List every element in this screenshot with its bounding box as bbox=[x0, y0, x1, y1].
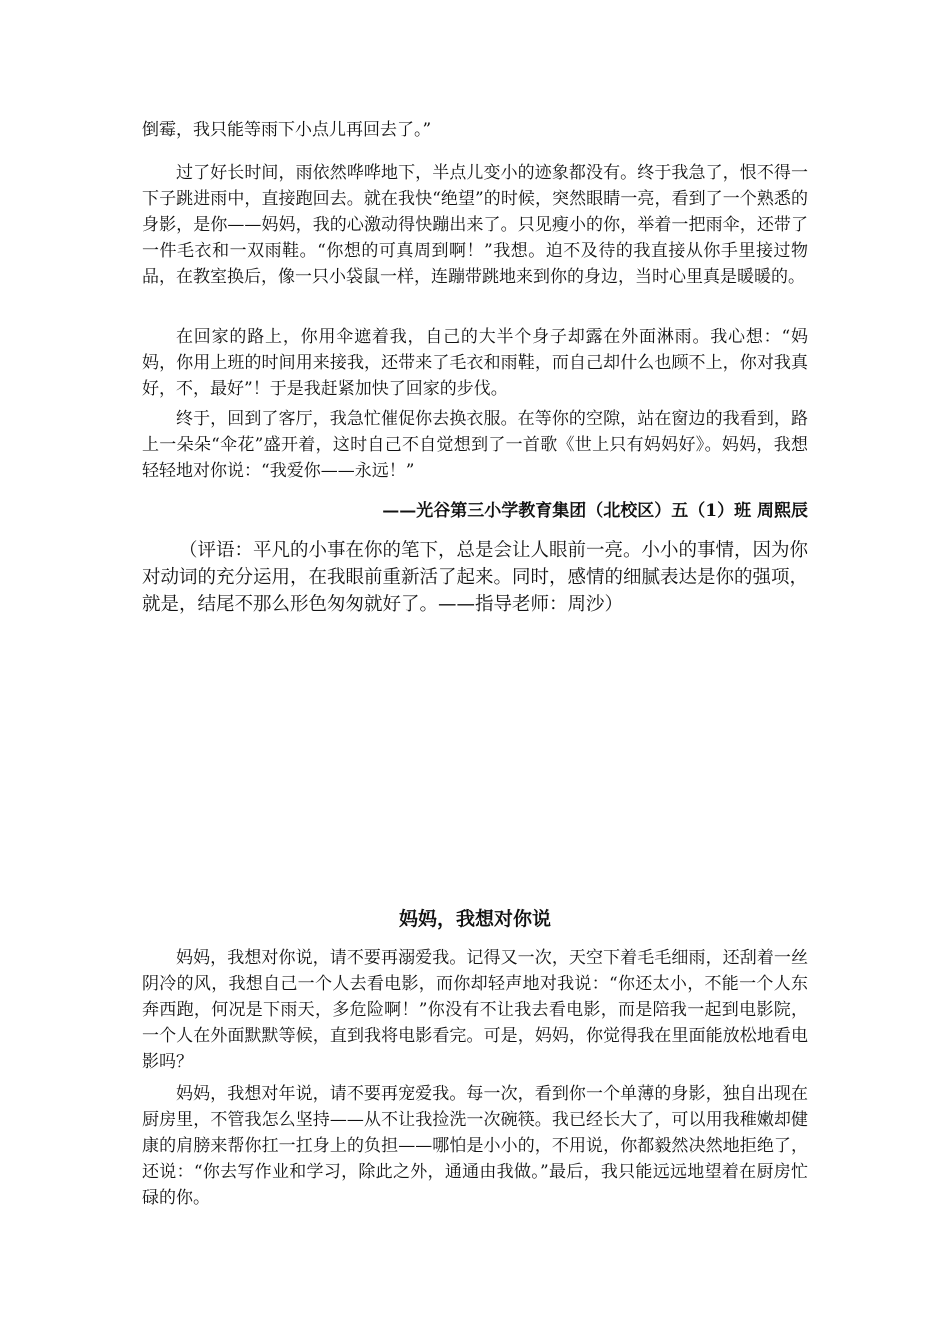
paragraph: 终于，回到了客厅，我急忙催促你去换衣服。在等你的空隙，站在窗边的我看到，路上一朵朵“伞花”盛开着，这时自己不自觉想到了一首歌《世上只有妈妈好》。妈妈，我想轻轻地对你说：“我爱你——永远！” bbox=[142, 409, 808, 481]
author-signature: ——光谷第三小学教育集团（北校区）五（1）班 周熙辰 bbox=[382, 501, 808, 521]
paragraph: 妈妈，我想对你说，请不要再溺爱我。记得又一次，天空下着毛毛细雨，还刮着一丝阴冷的风，我想自己一个人去看电影，而你却轻声地对我说：“你还太小，不能一个人东奔西跑，何况是下雨天，多危险啊！”你没有不让我去看电影，而是陪我一起到电影院，一个人在外面默默等候，直到我将电影看完。可是，妈妈，你觉得我在里面能放松地看电影吗？ bbox=[142, 948, 808, 1072]
article-title: 妈妈，我想对你说 bbox=[398, 908, 551, 930]
paragraph: 在回家的路上，你用伞遮着我，自己的大半个身子却露在外面淋雨。我心想：“妈妈，你用上班的时间用来接我，还带来了毛衣和雨鞋，而自己却什么也顾不上，你对我真好，不，最好”！于是我赶紧加快了回家的步伐。 bbox=[142, 327, 808, 399]
paragraph-continuation: 倒霉，我只能等雨下小点儿再回去了。” bbox=[142, 120, 432, 140]
teacher-comment: （评语：平凡的小事在你的笔下，总是会让人眼前一亮。小小的事情，因为你对动词的充分运用，在我眼前重新活了起来。同时，感情的细腻表达是你的强项，就是，结尾不那么形色匆匆就好了。——指导老师：周沙） bbox=[142, 540, 809, 615]
paragraph: 妈妈，我想对年说，请不要再宠爱我。每一次，看到你一个单薄的身影，独自出现在厨房里，不管我怎么坚持——从不让我捡洗一次碗筷。我已经长大了，可以用我稚嫩却健康的肩膀来帮你扛一扛身上的负担——哪怕是小小的，不用说，你都毅然决然地拒绝了，还说：“你去写作业和学习，除此之外，通通由我做。”最后，我只能远远地望着在厨房忙碌的你。 bbox=[142, 1084, 808, 1208]
paragraph: 过了好长时间，雨依然哗哗地下，半点儿变小的迹象都没有。终于我急了，恨不得一下子跳进雨中，直接跑回去。就在我快“绝望”的时候，突然眼睛一亮，看到了一个熟悉的身影，是你——妈妈，我的心激动得快蹦出来了。只见瘦小的你，举着一把雨伞，还带了一件毛衣和一双雨鞋。“你想的可真周到啊！”我想。迫不及待的我直接从你手里接过物品，在教室换后，像一只小袋鼠一样，连蹦带跳地来到你的身边，当时心里真是暖暖的。 bbox=[142, 163, 808, 287]
